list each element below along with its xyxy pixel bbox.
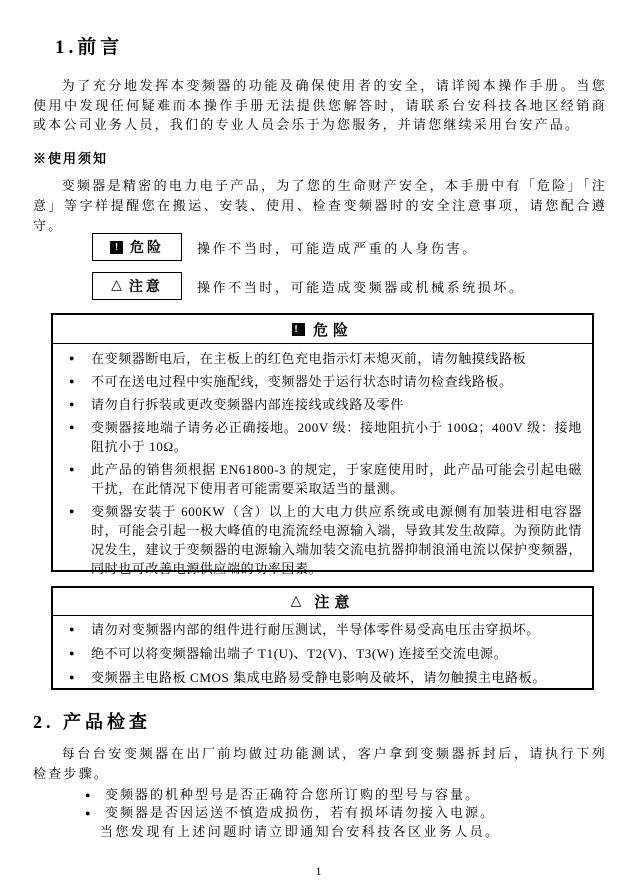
- danger-item: ● 请勿自行拆装或更改变频器内部连接线或线路及零件: [69, 397, 404, 412]
- danger-item: ● 变频器接地端子请务必正确接地。200V 级：接地阻抗小于 100Ω；400V 级：接地阻抗小于 10Ω。: [69, 420, 582, 454]
- danger-icon: !: [110, 241, 123, 254]
- danger-warning-box: [51, 313, 594, 576]
- danger-legend-label: 危险: [130, 241, 164, 256]
- caution-legend-desc: 操作不当时，可能造成变频器或机械系统损坏。: [197, 279, 525, 295]
- caution-box-header: [53, 588, 592, 616]
- caution-warning-box: [51, 586, 594, 690]
- check-item: ● 变频器是否因运送不慎造成损伤，若有损坏请勿接入电源。: [85, 805, 496, 820]
- danger-box-title: 危险: [312, 322, 353, 339]
- danger-legend-box: [92, 233, 182, 261]
- caution-item: ● 请勿对变频器内部的组件进行耐压测试，半导体零件易受高电压击穿损坏。: [69, 622, 540, 637]
- caution-legend-box: [92, 272, 182, 300]
- danger-box-body: [53, 344, 592, 584]
- caution-box-body: [53, 616, 592, 693]
- danger-box-header: [53, 315, 592, 344]
- check-item: ● 变频器的机种型号是否正确符合您所订购的型号与容量。: [85, 787, 481, 802]
- bullet-icon: ●: [85, 790, 91, 800]
- danger-legend-desc: 操作不当时，可能造成严重的人身伤害。: [197, 240, 478, 256]
- section-2-title: 2. 产品检查: [33, 712, 151, 732]
- usage-notice-text: 变频器是精密的电力电子产品，为了您的生命财产安全，本手册中有「危险」「注意」等字样提醒您在搬运、安装、使用、检查变频器时的安全注意事项，请您配合遵守。: [33, 178, 607, 233]
- section-1-intro: 为了充分地发挥本变频器的功能及确保使用者的安全，请详阅本操作手册。当您使用中发现任何疑难而本操作手册无法提供您解答时，请联系台安科技各地区经销商或本公司业务人员，我们的专业人员会乐于为您服务，并请您继续采用台安产品。: [33, 78, 607, 132]
- caution-item: ● 绝不可以将变频器输出端子 T1(U)、T2(V)、T3(W) 连接至交流电源。: [69, 646, 508, 661]
- caution-legend-label: 注意: [128, 280, 163, 295]
- bullet-icon: ●: [69, 648, 75, 658]
- danger-item: ● 在变频器断电后，在主板上的红色充电指示灯未熄灭前，请勿触摸线路板: [69, 351, 527, 366]
- page-number: 1: [315, 864, 322, 878]
- danger-icon: !: [292, 323, 305, 336]
- bullet-icon: ●: [69, 464, 75, 474]
- caution-box-title: 注意: [314, 595, 355, 611]
- usage-notice-heading: ※使用须知: [33, 151, 109, 166]
- bullet-icon: ●: [69, 624, 75, 634]
- bullet-icon: ●: [69, 399, 75, 409]
- check-footnote: 当您发现有上述问题时请立即通知台安科技各区业务人员。: [100, 824, 501, 839]
- caution-icon: △: [111, 278, 122, 293]
- section-1-title: 1.前言: [55, 37, 124, 58]
- bullet-icon: ●: [69, 353, 75, 363]
- section-2-intro: 每台台安变频器在出厂前均做过功能测试，客户拿到变频器拆封后，请执行下列检查步骤。: [33, 746, 607, 781]
- caution-item: ● 变频器主电路板 CMOS 集成电路易受静电影响及破坏，请勿触摸主电路板。: [69, 670, 546, 685]
- bullet-icon: ●: [69, 422, 75, 432]
- danger-item: ● 变频器安装于 600KW（含）以上的大电力供应系统或电源侧有加装进相电容器时，可能会引起一极大峰值的电流流经电源输入端，导致其发生故障。为预防此情况发生，建议于变频器的电源输入端加装交流电抗器抑制浪涌电流以保护变频器，同时也可改善电源供应端的功率因素。: [69, 504, 582, 576]
- bullet-icon: ●: [69, 506, 75, 516]
- danger-legend-row: [92, 233, 478, 261]
- bullet-icon: ●: [69, 672, 75, 682]
- caution-legend-row: [92, 272, 525, 300]
- danger-item: ● 此产品的销售须根据 EN61800-3 的规定，于家庭使用时，此产品可能会引起电磁干扰，在此情况下使用者可能需要采取适当的量测。: [69, 462, 582, 496]
- bullet-icon: ●: [85, 808, 91, 818]
- danger-item: ● 不可在送电过程中实施配线，变频器处于运行状态时请勿检查线路板。: [69, 374, 513, 389]
- caution-icon: △: [290, 593, 307, 609]
- bullet-icon: ●: [69, 376, 75, 386]
